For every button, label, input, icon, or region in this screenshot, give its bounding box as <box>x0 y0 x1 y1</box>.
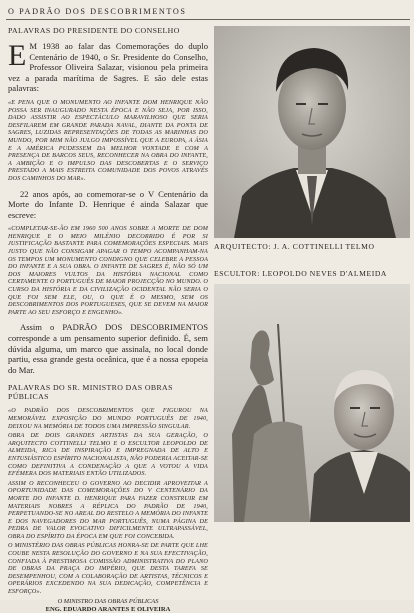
minister-signature <box>8 598 208 613</box>
signature-role: O MINISTRO DAS OBRAS PÚBLICAS <box>57 597 159 605</box>
minister-quote-d: O MINISTÉRIO DAS OBRAS PÚBLICAS HONRA-SE DE PARTE QUE LHE COUBE NESTA RESOLUÇÃO DO GOVERNO E NA SUA EFECTIVAÇÃO, CONFIADA À PRESTIMOSA COMISSÃO ADMINISTRATIVA DO PLANO DE OBRAS DA PRAÇA DO IMPÉRIO, QUE DESTA TAREFA SE DESEMPENHOU, COM A COLABORAÇÃO DE ARTISTAS, TÉCNICOS E OPERÁRIOS EXCEDENDO NA SUA DEDICAÇÃO, COMPETÊNCIA E ESFORÇO». <box>8 542 208 596</box>
architect-portrait-photo <box>214 26 410 238</box>
salazar-quote-2: «COMPLETAR-SE-ÃO EM 1960 500 ANOS SOBRE A MORTE DE DOM HENRIQUE E O MEIO MILÉNIO DECORRIDO É POR SI JUSTIFICAÇÃO BASTANTE PARA COMEMORAÇÕES ESPECIAIS. MAIS JUSTO QUE NÃO CONSIGAM APAGAR O TEMPO ACOMPANHAM-NA OS TEMPOS UM MONUMENTO CONDIGNO QUE CELEBRE A PESSOA DO INFANTE E A SUA OBRA. O INFANTE DE SAGRES É, NÃO SÓ UM DOS MAIORES VULTOS DA HISTÓRIA NACIONAL COMO CERTAMENTE O PORTUGUÊS DE MAIOR PROJECÇÃO NO MUNDO. O CURSO DA HISTÓRIA E DA CIVILIZAÇÃO OCIDENTAL NÃO SERIA O QUE FOI SEM ELE, OU, O QUE É O MESMO, SEM OS DESCOBRIMENTOS DOS PORTUGUESES, QUE SE DEVEM NA MAIOR PARTE AO SEU ESFORÇO E ENGENHO». <box>8 225 208 316</box>
intro-paragraph <box>8 41 208 94</box>
sculptor-portrait-photo <box>214 284 410 522</box>
minister-quote-a: «O PADRÃO DOS DESCOBRIMENTOS QUE FIGUROU NA MEMORÁVEL EXPOSIÇÃO DO MUNDO PORTUGUÊS DE 1940, DEIXOU NA MEMÓRIA DE TODOS UMA IMPRESSÃO SINGULAR. <box>8 407 208 430</box>
section-title-minister: PALAVRAS DO SR. MINISTRO DAS OBRAS PÚBLICAS <box>8 383 173 402</box>
sculptor-portrait-image <box>214 284 410 522</box>
running-header: O PADRÃO DOS DESCOBRIMENTOS <box>8 7 187 16</box>
header-rule <box>6 19 410 20</box>
salazar-quote-1: «E PENA QUE O MONUMENTO AO INFANTE DOM HENRIQUE NÃO POSSA SER INAUGURADO NESTA ÉPOCA E NÃO SEJA, POR ISSO, DADO ASSISTIR AO ESPECTÁCULO MARAVILHOSO QUE SERIA DESFILAREM EM GRANDE PARADA NAVAL, DIANTE DA PONTA DE SAGRES, LUZIDAS REPRESENTAÇÕES DE TODAS AS MARINHAS DO MUNDO, POR MIM NÃO JULGO IMPOSSÍVEL QUE A EUROPA, A ÁSIA E A AMÉRICA PUDESSEM DA MELHOR VONTADE E COM A PRESENÇA DE BARCOS SEUS, RECONHECER NA OBRA DO INFANTE, A AMBIÇÃO E O IMPULSO DAS DESCOBERTAS E O SERVIÇO PRESTADO A MAIS ESTREITA COMUNIDADE DOS POVOS ATRAVÉS DOS CAMINHOS DO MAR». <box>8 98 208 182</box>
intro-text: M 1938 ao falar das Comemorações do duplo Centenário de 1940, o Sr. Presidente do Conselho, Professor Oliveira Salazar, visionou pela primeira vez a parada marítima de Sagres. E são dele estas palavras: <box>8 41 208 94</box>
architect-caption: ARQUITECTO: J. A. COTTINELLI TELMO <box>214 242 375 251</box>
drop-cap: E <box>8 39 27 72</box>
sculptor-caption: ESCULTOR: LEOPOLDO NEVES D'ALMEIDA <box>214 269 388 278</box>
paragraph-22-years: 22 anos após, ao comemorar-se o V Centenário da Morte do Infante D. Henrique é ainda Salazar que escreve: <box>8 188 208 220</box>
signature-name: ENG. EDUARDO ARANTES E OLIVEIRA <box>45 605 171 613</box>
minister-quote-c: ASSIM O RECONHECEU O GOVERNO AO DECIDIR APROVEITAR A OPORTUNIDADE DAS COMEMORAÇÕES DO V CENTENÁRIO DA MORTE DO INFANTE D. HENRIQUE PARA FAZER CONSTRUIR EM MATERIAIS NOBRES A RÉPLICA DO PADRÃO DE 1940, PERPETUANDO-SE NO AREAL DO RESTELO A MEMÓRIA DO INFANTE E DOS NAVEGADORES DO MAR PORTUGUÊS, NUMA PÁGINA DE PEDRA DE VALOR EVOCATIVO DIFICILMENTE ULTRAPASSÁVEL, OBRA DO ESPÍRITO DA ÉPOCA EM QUE FOI CONCEBIDA. <box>8 479 208 540</box>
left-column <box>8 26 208 613</box>
section-title-president: PALAVRAS DO PRESIDENTE DO CONSELHO <box>8 26 180 35</box>
paragraph-padrao: Assim o PADRÃO DOS DESCOBRIMENTOS corresponde a um pensamento superior definido. É, sem dúvida alguma, um marco que assinala, no local donde partiu, essa grande gesta oceânica, que é a nossa epopeia do Mar. <box>8 322 208 375</box>
architect-portrait-image <box>214 26 410 238</box>
minister-quote-b: OBRA DE DOIS GRANDES ARTISTAS DA SUA GERAÇÃO, O ARQUITECTO COTTINELLI TELMO E O ESCULTOR LEOPOLDO DE ALMEIDA, RICA DE INSPIRAÇÃO E IMPREGNADA DE ALTO E ENTUSIÁSTICO ESPÍRITO NACIONALISTA, NÃO PODERIA ACEITAR-SE COMO DEFINITIVA A CONDENAÇÃO A QUE A VOTOU A VIDA EFÉMERA DOS MATERIAIS ENTÃO UTILIZADOS. <box>8 432 208 478</box>
right-column <box>214 26 410 522</box>
